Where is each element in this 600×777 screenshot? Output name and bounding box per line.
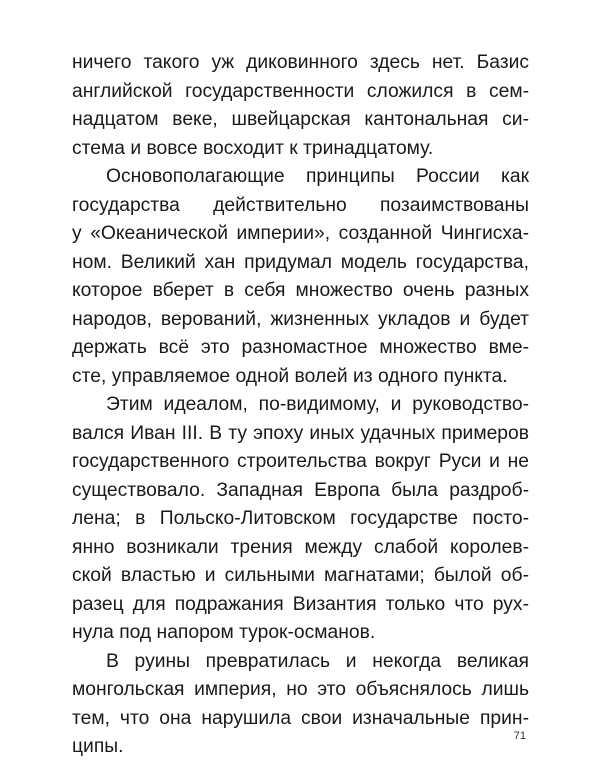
text-line: государства действительно позаимствованы <box>72 194 529 216</box>
text-line: держать всё это разномастное множество вме- <box>72 337 529 358</box>
paragraph-3 <box>72 391 529 648</box>
text-line: стема и вовсе восходит к тринадцатому. <box>72 137 434 159</box>
text-line: лена; в Польско-Литовском государстве посто- <box>72 508 529 529</box>
page-number: 71 <box>513 730 526 742</box>
text-line: В руины превратилась и некогда великая <box>106 650 529 672</box>
body-text <box>72 49 529 762</box>
text-line: тем, что она нарушила свои изначальные прин- <box>72 707 529 729</box>
text-line: ничего такого уж диковинного здесь нет. Базис <box>72 52 529 73</box>
text-line: которое вберет в себя множество очень разных <box>72 280 529 301</box>
text-line: существовало. Западная Европа была раздроб- <box>72 479 529 501</box>
text-line: вался Иван III. В ту эпоху иных удачных примеров <box>72 422 529 444</box>
text-line: Основополагающие принципы России как <box>106 166 529 187</box>
paragraph-4 <box>72 648 529 762</box>
paragraph-1 <box>72 49 529 163</box>
text-line: государственного строительства вокруг Руси и не <box>72 451 529 472</box>
text-line: ской властью и сильными магнатами; былой об- <box>72 565 529 586</box>
text-line: монгольская империя, но это объяснялось лишь <box>72 679 529 700</box>
text-line: надцатом веке, швейцарская кантональная си- <box>72 109 529 130</box>
text-line: ципы. <box>72 736 124 757</box>
text-line: сте, управляемое одной волей из одного пункта. <box>72 365 508 387</box>
text-line: народов, верований, жизненных укладов и будет <box>72 308 529 330</box>
text-line: Этим идеалом, по-видимому, и руководство- <box>106 394 529 415</box>
text-line: ном. Великий хан придумал модель государства, <box>72 251 529 273</box>
text-line: разец для подражания Византия только что рух- <box>72 593 529 615</box>
text-line: янно возникали трения между слабой королев- <box>72 536 529 558</box>
text-line: у «Океанической империи», созданной Чингисха- <box>72 223 529 244</box>
text-line: нула под напором турок-османов. <box>72 622 376 643</box>
text-line: английской государственности сложился в сем- <box>72 80 529 102</box>
paragraph-2 <box>72 163 529 391</box>
